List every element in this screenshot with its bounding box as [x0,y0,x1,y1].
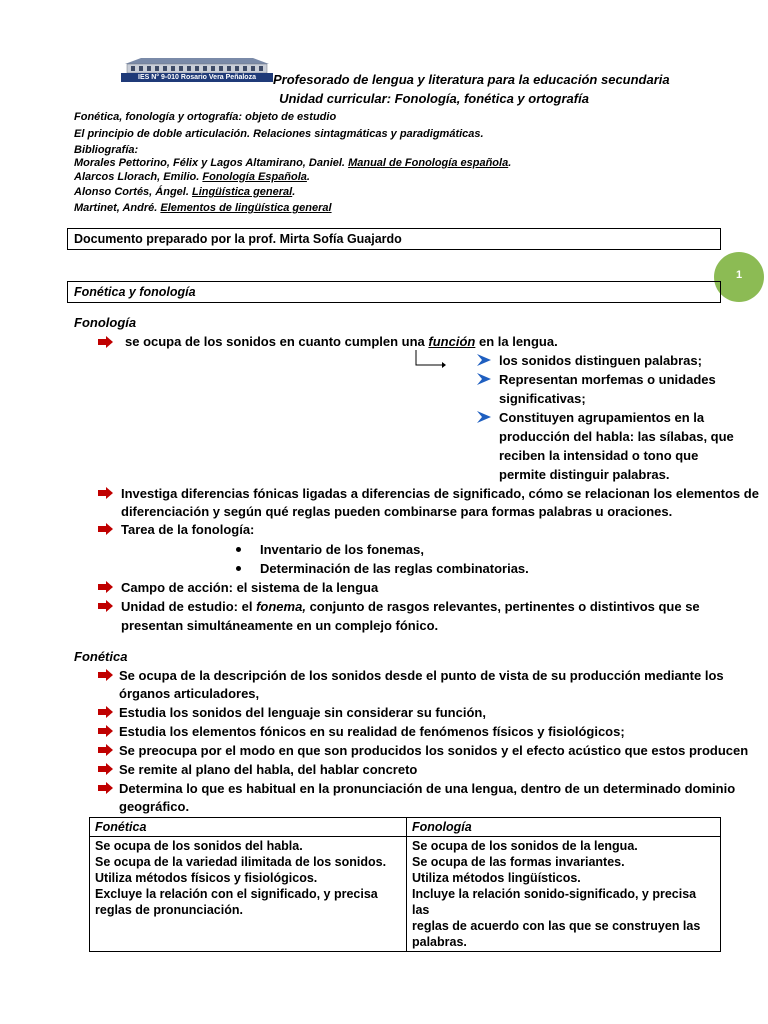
fonologia-point-2: Investiga diferencias fónicas ligadas a diferencias de significado, cómo se relacionan los elementos de [121,486,759,501]
function-item: Constituyen agrupamientos en la [499,410,705,425]
bibliography-label: Bibliografía: [74,144,139,156]
fonologia-point-4: Campo de acción: el sistema de la lengua [121,580,379,595]
task-item: Inventario de los fonemas, [260,542,424,557]
document-subtitle: Unidad curricular: Fonología, fonética y ortografía [279,91,589,106]
table-cell-line: Excluye la relación con el significado, y precisa [95,887,378,901]
table-cell-line: reglas de pronunciación. [95,903,243,917]
fonologia-point-2-cont: diferenciación y según qué reglas pueden combinarse para formas palabras u oraciones. [121,504,673,519]
document-title: Profesorado de lengua y literatura para la educación secundaria [273,72,670,87]
school-logo [121,52,273,82]
fonologia-point-1: se ocupa de los sonidos en cuanto cumplen una función en la lengua. [125,334,558,349]
fonetica-point: Se remite al plano del habla, del hablar concreto [119,762,418,777]
table-cell-line: palabras. [412,935,467,949]
blue-chevron-icon [477,354,491,366]
blue-chevron-icon [477,411,491,423]
fonetica-point-cont: geográfico. [119,799,190,814]
red-arrow-icon [98,487,113,499]
funcion-term: función [428,334,476,349]
fonetica-point-cont: órganos articuladores, [119,686,260,701]
function-item-cont: permite distinguir palabras. [499,467,670,482]
red-arrow-icon [98,523,113,535]
bibliography-entry: Alarcos Llorach, Emilio. Fonología Española. [74,171,310,183]
page-number: 1 [735,269,743,281]
fonetica-point: Estudia los sonidos del lenguaje sin considerar su función, [119,705,486,720]
function-item-cont: reciben la intensidad o tono que [499,448,699,463]
fonetica-point: Se preocupa por el modo en que son producidos los sonidos y el efecto acústico que estos producen [119,743,749,758]
function-item-cont: significativas; [499,391,586,406]
red-arrow-icon [98,725,113,737]
intro-line-1: Fonética, fonología y ortografía: objeto de estudio [74,111,337,123]
comparison-table [89,817,721,952]
bibliography-title: Manual de Fonología española [348,157,509,169]
table-cell-line: Se ocupa de los sonidos del habla. [95,839,303,853]
fonologia-heading: Fonología [74,315,137,330]
red-arrow-icon [98,336,113,348]
red-arrow-icon [98,782,113,794]
table-cell-line: Se ocupa de las formas invariantes. [412,855,625,869]
bibliography-title: Lingüística general [191,186,293,198]
table-cell-line: reglas de acuerdo con las que se construyen las [412,919,701,933]
fonologia-point-5-cont: presentan simultáneamente en un complejo fónico. [121,618,439,633]
connector-arrow-icon [412,350,446,370]
table-row [90,837,721,952]
fonetica-point: Estudia los elementos fónicos en su realidad de fenómenos físicos y fisiológicos; [119,724,625,739]
table-cell-line: Utiliza métodos lingüísticos. [412,871,581,885]
red-arrow-icon [98,581,113,593]
red-arrow-icon [98,763,113,775]
red-arrow-icon [98,669,113,681]
fonologia-point-5: Unidad de estudio: el fonema, conjunto de rasgos relevantes, pertinentes o distintivos que se [121,599,700,614]
table-header: Fonética [90,818,407,837]
prepared-by-text: Documento preparado por la prof. Mirta Sofía Guajardo [74,232,402,246]
function-item-cont: producción del habla: las sílabas, que [499,429,734,444]
table-cell-line: Se ocupa de los sonidos de la lengua. [412,839,638,853]
fonema-term: fonema, [256,599,306,614]
fonetica-point: Se ocupa de la descripción de los sonidos desde el punto de vista de su producción mediante los [119,668,724,683]
blue-chevron-icon [477,373,491,385]
page-number-badge [714,252,764,302]
fonetica-heading: Fonética [74,649,128,664]
bullet-icon [236,547,241,552]
fonologia-point-3: Tarea de la fonología: [121,522,255,537]
bibliography-entry: Morales Pettorino, Félix y Lagos Altamirano, Daniel. Manual de Fonología española. [74,157,512,169]
red-arrow-icon [98,706,113,718]
table-header-row [90,818,721,837]
table-header: Fonología [407,818,721,837]
bibliography-title: Elementos de lingüística general [160,202,332,214]
table-cell-line: Incluye la relación sonido-significado, y precisa las [412,887,697,917]
section-title-box [67,281,721,303]
section-title: Fonética y fonología [74,285,196,299]
intro-line-2: El principio de doble articulación. Relaciones sintagmáticas y paradigmáticas. [74,128,484,140]
function-item: los sonidos distinguen palabras; [499,353,702,368]
function-item: Representan morfemas o unidades [499,372,716,387]
bibliography-entry: Martinet, André. Elementos de lingüística general [74,202,332,214]
table-cell-line: Utiliza métodos físicos y fisiológicos. [95,871,318,885]
table-cell-line: Se ocupa de la variedad ilimitada de los sonidos. [95,855,387,869]
fonetica-point: Determina lo que es habitual en la pronunciación de una lengua, dentro de un determinado dominio [119,781,736,796]
red-arrow-icon [98,744,113,756]
bibliography-entry: Alonso Cortés, Ángel. Lingüística general. [74,186,296,198]
task-item: Determinación de las reglas combinatorias. [260,561,529,576]
bullet-icon [236,566,241,571]
prepared-by-box [67,228,721,250]
red-arrow-icon [98,600,113,612]
bibliography-title: Fonología Española [202,171,307,183]
logo-text: IES N° 9-010 Rosario Vera Peñaloza [138,74,256,81]
